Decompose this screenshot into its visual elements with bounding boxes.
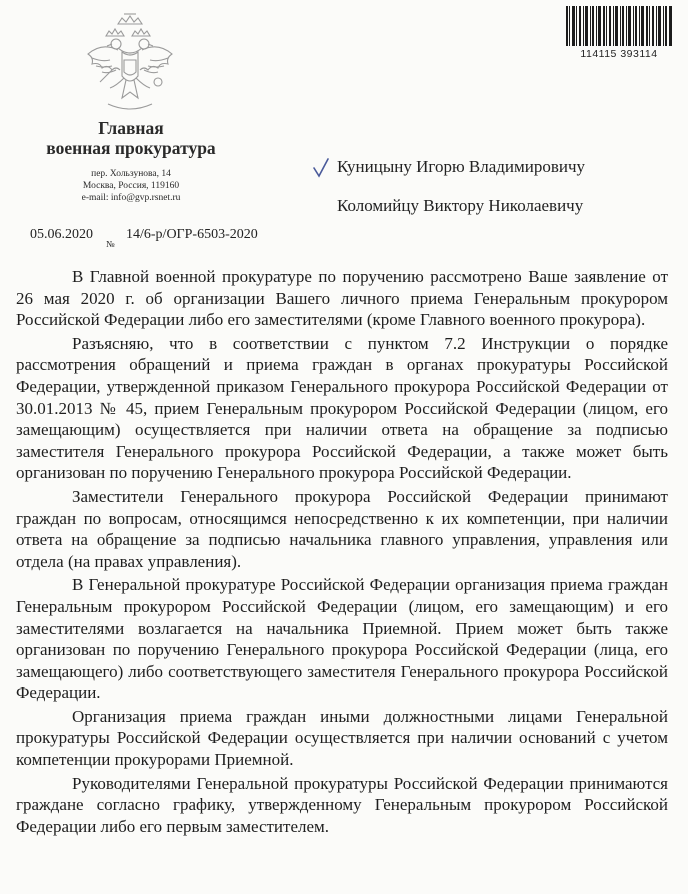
organization-name [0, 118, 262, 158]
addressee-2: Коломийцу Виктору Николаевичу [337, 196, 584, 215]
address-street: пер. Хользунова, 14 [91, 169, 171, 179]
barcode-number: 114115 393114 [580, 48, 658, 60]
address-email: e-mail: info@gvp.rsnet.ru [81, 193, 181, 203]
barcode-icon [566, 6, 672, 46]
organization-name-line1: Главная [98, 118, 164, 138]
paragraph: В Главной военной прокуратуре по поручению рассмотрено Ваше заявление от 26 мая 2020 г. об организации Вашего личного приема Генеральным прокурором Российской Федерации либо его заместителями (кроме Главного военного прокурора). [16, 267, 668, 330]
paragraph: Разъясняю, что в соответствии с пунктом 7.2 Инструкции о порядке рассмотрения обращений и приема граждан в органах прокуратуры Российской Федерации, утвержденной приказом Генерального прокурора Российской Федерации от 30.01.2013 № 45, прием Генеральным прокурором Российской Федерации (лицом, его замещающим) осуществляется при наличии ответа на обращение за подписью заместителя Генерального прокурора Российской Федерации, а также может быть организован по поручению Генерального прокурора Российской Федерации. [16, 333, 668, 483]
address-city: Москва, Россия, 119160 [82, 181, 180, 191]
document-number: 14/6-р/ОГР-6503-2020 [126, 227, 258, 242]
letter-body [16, 266, 668, 839]
coat-of-arms-icon [78, 10, 182, 118]
document-date: 05.06.2020 [30, 227, 93, 242]
paragraph: Руководителями Генеральной прокуратуры Российской Федерации принимаются граждане согласно графику, утвержденному Генеральным прокурором Российской Федерации либо его первым заместителем. [16, 773, 668, 836]
number-sign: № [106, 239, 115, 249]
paragraph: Организация приема граждан иными должностными лицами Генеральной прокуратуры Российской Федерации осуществляется при наличии оснований с учетом компетенции прокурорами Приемной. [16, 706, 668, 770]
addressee-1: Куницыну Игорю Владимировичу [337, 157, 586, 176]
organization-address [0, 168, 262, 204]
paragraph: В Генеральной прокуратуре Российской Федерации организация приема граждан Генеральным прокурором Российской Федерации (лицом, его замещающим) и его заместителями возлагается на начальника Приемной. Прием может быть также организован по поручению Генерального прокурора Российской Федерации (лица, его замещающего) либо соответствующего заместителя Генерального прокурора Российской Федерации. [16, 575, 668, 703]
organization-name-line2: военная прокуратура [46, 138, 216, 158]
paragraph: Заместители Генерального прокурора Российской Федерации принимают граждан по вопросам, относящимся непосредственно к их компетенции, при наличии ответа на обращение за подписью начальника главного управления, управления или отдела (на правах управления). [16, 486, 668, 571]
check-mark-icon [312, 158, 330, 178]
